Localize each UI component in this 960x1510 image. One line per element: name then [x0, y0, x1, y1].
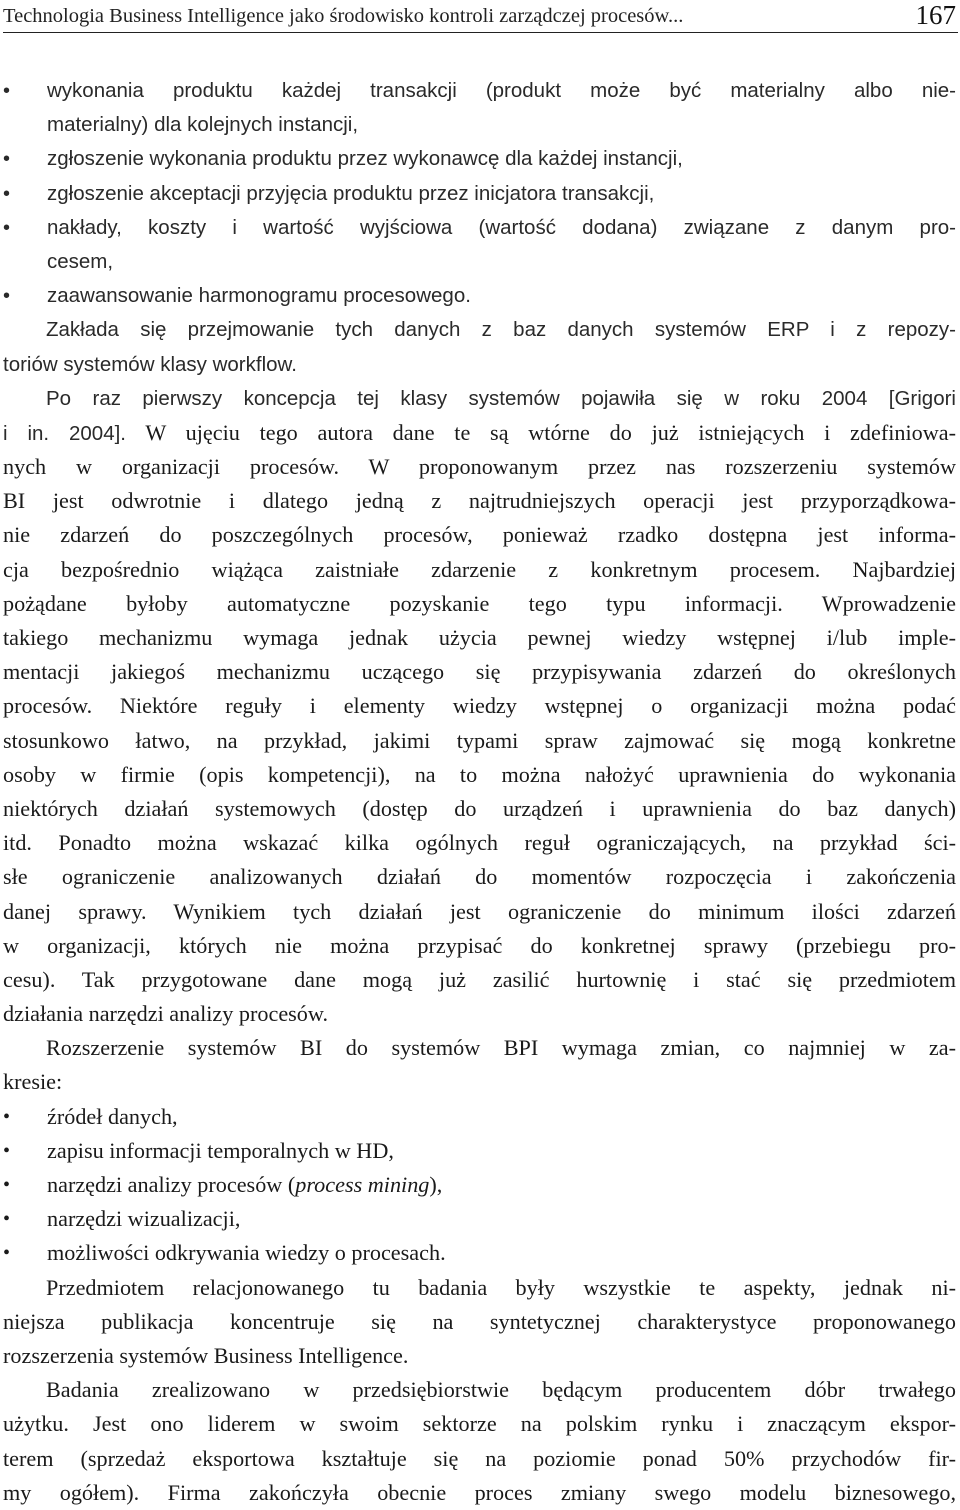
paragraph-line: rozszerzenia systemów Business Intelligence. — [3, 1342, 409, 1368]
header-title: Technologia Business Intelligence jako środowisko kontroli zarządczej procesów... — [3, 5, 684, 27]
paragraph-line: takiego mechanizmu wymaga jednak użycia pewnej wiedzy wstępnej i/lub imple- — [3, 625, 956, 650]
list-item: • nakłady, koszty i wartość wyjściowa (wartość dodana) związane z danym pro- — [3, 211, 956, 245]
bullet-marker: • — [3, 182, 11, 205]
list-item: • zgłoszenie wykonania produktu przez wykonawcę dla każdej instancji, — [3, 142, 956, 176]
bullet-marker: • — [3, 1174, 11, 1196]
paragraph-line: terem (sprzedaż eksportowa kształtuje się na poziomie ponad 50% przychodów fir- — [3, 1445, 956, 1471]
bullet-marker: • — [3, 1208, 11, 1231]
paragraph-line: BI jest odwrotnie i dlatego jedną z najtrudniejszych operacji jest przyporządkowa- — [3, 488, 956, 514]
list-item: • zgłoszenie akceptacji przyjęcia produktu przez inicjatora transakcji, — [3, 177, 956, 211]
list-item: • narzędzi analizy procesów (process mining), — [3, 1168, 956, 1202]
paragraph-line: cesu). Tak przygotowane dane mogą już zasilić hurtownię i stać się przedmiotem — [3, 966, 956, 992]
paragraph-line: niektórych działań systemowych (dostęp do urządzeń i uprawnienia do baz danych) — [3, 795, 956, 821]
list-item: • możliwości odkrywania wiedzy o procesach. — [3, 1236, 956, 1270]
paragraph-line: toriów systemów klasy workflow. — [3, 352, 297, 376]
list-item-continuation: cesem, — [47, 249, 114, 273]
paragraph-line: niejsza publikacja koncentruje się na syntetycznej charakterystyce proponowanego — [3, 1308, 956, 1334]
paragraph-line: Rozszerzenie systemów BI do systemów BPI wymaga zmian, co najmniej w za- — [46, 1035, 956, 1061]
paragraph-line: osoby w firmie (opis kompetencji), na to można nałożyć uprawnienia do wykonania — [3, 761, 956, 787]
bullet-list-1 — [3, 74, 956, 416]
bullet-marker: • — [3, 1139, 11, 1162]
paragraph-line: w organizacji, których nie można przypisać do konkretnej sprawy (przebiegu pro- — [3, 932, 956, 958]
paragraph-line: mentacji jakiegoś mechanizmu uczącego się przypisywania zdarzeń do określonych — [3, 659, 956, 685]
paragraph-line: stosunkowo łatwo, na przykład, jakimi typami spraw zajmować się mogą konkretne — [3, 727, 956, 753]
list-item: • źródeł danych, — [3, 1100, 956, 1134]
paragraph-line: działania narzędzi analizy procesów. — [3, 1001, 329, 1027]
paragraph-line: i in. 2004]. W ujęciu tego autora dane te są wtórne do już istniejących i zdefiniowa- — [3, 419, 956, 445]
paragraph-line: nie zdarzeń do poszczególnych procesów, ponieważ rzadko dostępna jest informa- — [3, 522, 956, 548]
bullet-marker: • — [3, 1105, 11, 1128]
paragraph-line: danej sprawy. Wynikiem tych działań jest ograniczenie do minimum ilości zdarzeń — [3, 898, 956, 924]
page-number: 167 — [915, 0, 956, 30]
paragraph-line: Badania zrealizowano w przedsiębiorstwie będącym producentem dóbr trwałego — [46, 1377, 956, 1403]
paragraph-line: kresie: — [3, 1069, 63, 1095]
bullet-marker: • — [3, 148, 11, 171]
list-item: • narzędzi wizualizacji, — [3, 1202, 956, 1236]
running-header — [3, 2, 958, 33]
list-item-continuation: materialny) dla kolejnych instancji, — [47, 113, 359, 137]
paragraph-line: cja bezpośrednio wiążąca zaistniałe zdarzenie z konkretnym procesem. Najbardziej — [3, 556, 956, 582]
paragraph-line: itd. Ponadto można wskazać kilka ogólnych reguł ograniczających, na przykład ści- — [3, 830, 956, 856]
body-text — [3, 416, 956, 1510]
paragraph-line: Po raz pierwszy koncepcja tej klasy systemów pojawiła się w roku 2004 [Grigori — [46, 386, 956, 410]
paragraph-line: Przedmiotem relacjonowanego tu badania były wszystkie te aspekty, jednak ni- — [46, 1274, 956, 1300]
page-content — [3, 74, 956, 1510]
bullet-marker: • — [3, 80, 11, 102]
italic-term: process mining — [295, 1172, 430, 1197]
paragraph-line: procesów. Niektóre reguły i elementy wiedzy wstępnej o organizacji można podać — [3, 693, 956, 719]
list-item: • zaawansowanie harmonogramu procesowego. — [3, 279, 956, 313]
bullet-marker: • — [3, 1242, 11, 1265]
paragraph-line: nych w organizacji procesów. W proponowanym przez nas rozszerzeniu systemów — [3, 454, 956, 480]
paragraph-line: słe ograniczenie analizowanych działań do momentów rozpoczęcia i zakończenia — [3, 864, 956, 890]
list-item: • zapisu informacji temporalnych w HD, — [3, 1134, 956, 1168]
list-item: • wykonania produktu każdej transakcji (produkt może być materialny albo nie- — [3, 74, 956, 108]
paragraph-line: użytku. Jest ono liderem w swoim sektorze na polskim rynku i znaczącym ekspor- — [3, 1411, 956, 1437]
paragraph-line: pożądane byłoby automatyczne pozyskanie tego typu informacji. Wprowadzenie — [3, 590, 956, 616]
paragraph-line: Zakłada się przejmowanie tych danych z baz danych systemów ERP i z repozy- — [46, 318, 956, 342]
bullet-marker: • — [3, 216, 11, 239]
bullet-marker: • — [3, 285, 11, 308]
paragraph-line: my ogółem). Firma zakończyła obecnie proces zmiany swego modelu biznesowego, — [3, 1479, 956, 1505]
